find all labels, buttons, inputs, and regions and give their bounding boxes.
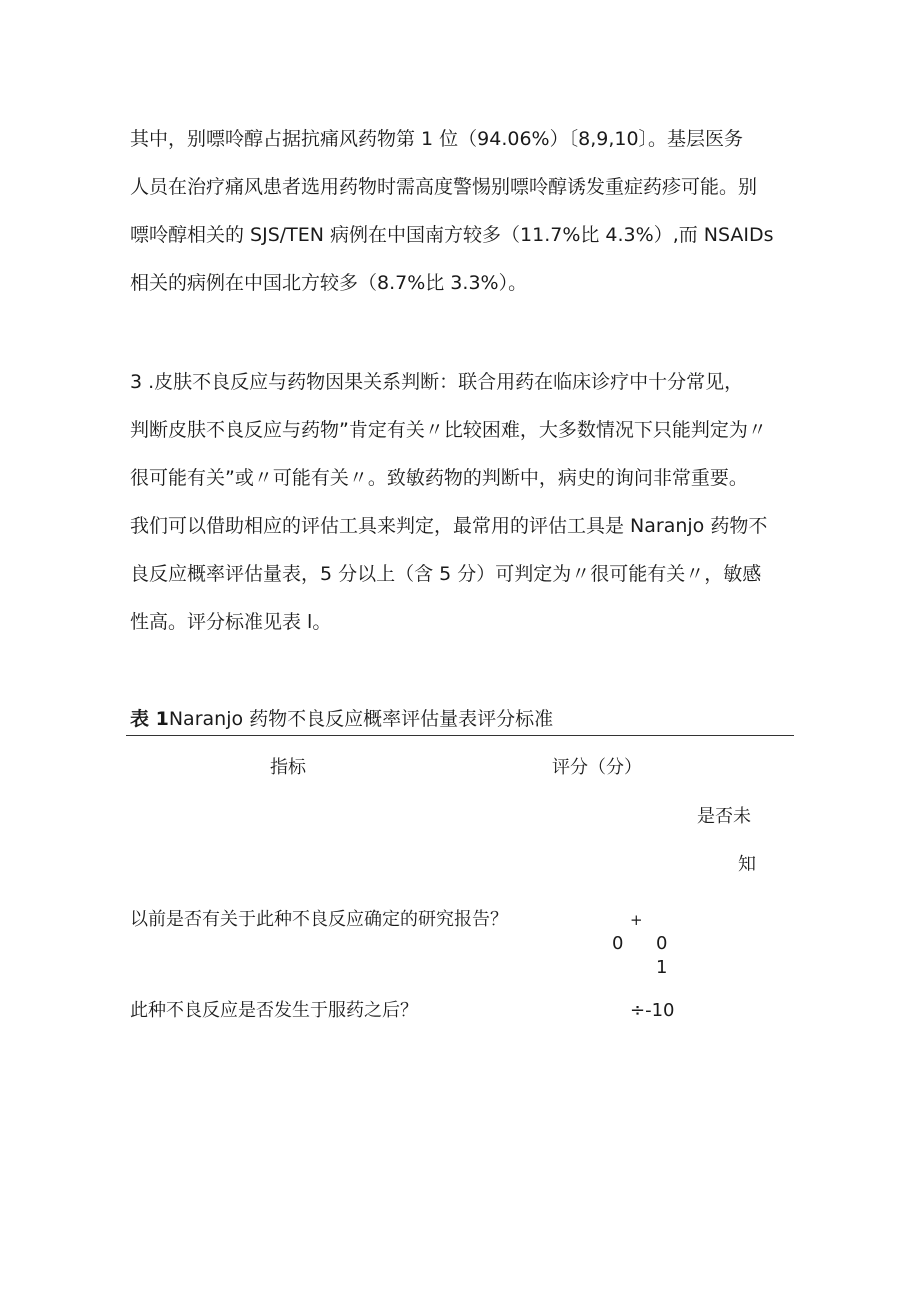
paragraph-2-line: 良反应概率评估量表，5 分以上（含 5 分）可判定为〃很可能有关〃，敏感	[130, 563, 762, 585]
table-row-question: 以前是否有关于此种不良反应确定的研究报告？	[130, 909, 508, 930]
paragraph-1-line: 相关的病例在中国北方较多（8.7%比 3.3%）。	[130, 272, 528, 294]
table-row-mark: +	[630, 911, 643, 929]
table-header-sub-line2: 知	[738, 854, 756, 875]
table-row-score: ÷-10	[630, 1000, 675, 1021]
table-row-score: 1	[656, 957, 668, 978]
paragraph-2-line: 很可能有关”或〃可能有关〃。致敏药物的判断中，病史的询问非常重要。	[130, 467, 748, 489]
paragraph-1-line: 嘌呤醇相关的 SJS/TEN 病例在中国南方较多（11.7%比 4.3%）,而 NSAIDs	[130, 224, 774, 246]
table-row-question: 此种不良反应是否发生于服药之后？	[130, 1000, 418, 1021]
paragraph-2-line: 判断皮肤不良反应与药物”肯定有关〃比较困难，大多数情况下只能判定为〃	[130, 419, 767, 441]
table-caption	[130, 707, 553, 731]
paragraph-1-line: 人员在治疗痛风患者选用药物时需高度警惕别嘌呤醇诱发重症药疹可能。别	[130, 176, 758, 198]
paragraph-2-line: 性高。评分标准见表 l。	[130, 611, 332, 633]
table-top-rule	[126, 735, 794, 736]
table-caption-text: Naranjo 药物不良反应概率评估量表评分标准	[168, 708, 554, 730]
table-row-score: 0	[656, 933, 668, 954]
paragraph-2-line: 3 .皮肤不良反应与药物因果关系判断：联合用药在临床诊疗中十分常见，	[130, 371, 744, 393]
table-header-sub-line1: 是否未	[697, 806, 751, 827]
table-caption-label: 表 1	[130, 708, 169, 730]
table-header-indicator: 指标	[270, 757, 306, 778]
paragraph-1-line: 其中，别嘌呤醇占据抗痛风药物第 1 位（94.06%）〔8,9,10〕。基层医务	[130, 128, 744, 150]
table-row-score: 0	[612, 933, 624, 954]
table-header-score: 评分（分）	[552, 757, 642, 778]
paragraph-2-line: 我们可以借助相应的评估工具来判定，最常用的评估工具是 Naranjo 药物不	[130, 515, 768, 537]
